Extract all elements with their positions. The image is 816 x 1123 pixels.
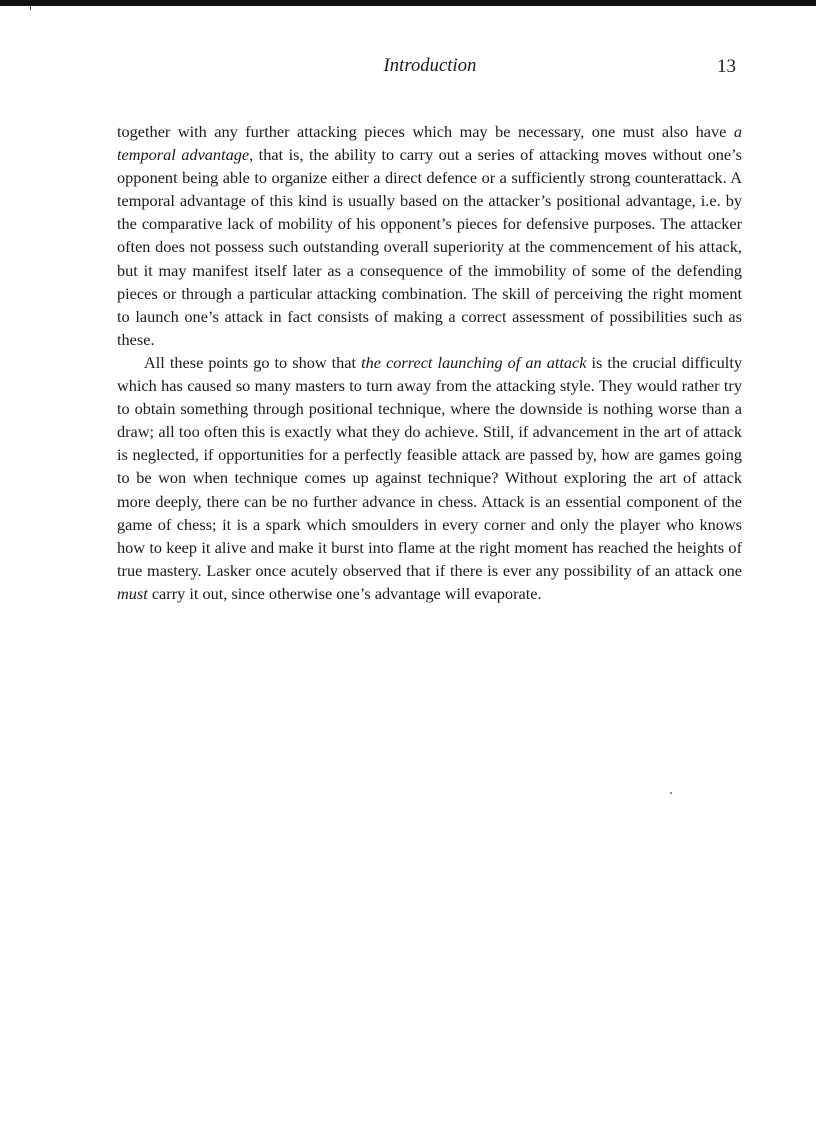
paragraph-temporal-advantage (117, 120, 742, 351)
page-number: 13 (717, 56, 736, 77)
emphasis-text: the correct launching of an attack (361, 352, 587, 372)
emphasis-text: must (117, 583, 148, 603)
chapter-title: Introduction (383, 56, 477, 76)
paragraph-text: carry it out, since otherwise one’s advantage will evaporate. (147, 583, 542, 603)
paragraph-text: together with any further attacking pieces which may be necessary, one must also have (117, 122, 734, 141)
paragraph-text: that is, the ability to carry out a series of attacking moves without one’s opponent being able to organize either a direct defence or a sufficiently strong counterattack. A temporal advantage of this kind is usually based on the attacker’s positional advantage, i.e. by the comparative lack of mobility of his opponent’s pieces for defensive purposes. The attacker often does not possess such outstanding overall superiority at the commencement of his attack, but it may manifest itself later as a consequence of the immobility of some of the defending pieces or through a particular attacking combination. The skill of perceiving the right moment to launch one’s attack in fact consists of making a correct assessment of possibilities such as these. (117, 145, 743, 349)
emphasis-text: a temporal advantage, (117, 122, 742, 165)
paragraph-text: All these points go to show that (144, 352, 362, 372)
scan-top-border (0, 0, 816, 6)
paragraph-launching-attack (117, 351, 742, 605)
body-text (117, 120, 742, 605)
paragraph-text: is the crucial difficulty which has caused so many masters to turn away from the attacking style. They would rather try to obtain something through positional technique, where the downside is nothing worse than a draw; all too often this is exactly what they do achieve. Still, if advancement in the art of attack is neglected, if opportunities for a perfectly feasible attack are passed by, how are games going to be won when technique comes up against technique? Without exploring the art of attack more deeply, there can be no further advance in chess. Attack is an essential component of the game of chess; it is a spark which smoulders in every corner and only the player who knows how to keep it alive and make it burst into flame at the right moment has reached the heights of true mastery. Lasker once acutely observed that if there is ever any possibility of an attack one (117, 352, 742, 580)
scan-mark (30, 6, 31, 10)
scan-speck (670, 792, 672, 794)
running-header (0, 56, 816, 80)
